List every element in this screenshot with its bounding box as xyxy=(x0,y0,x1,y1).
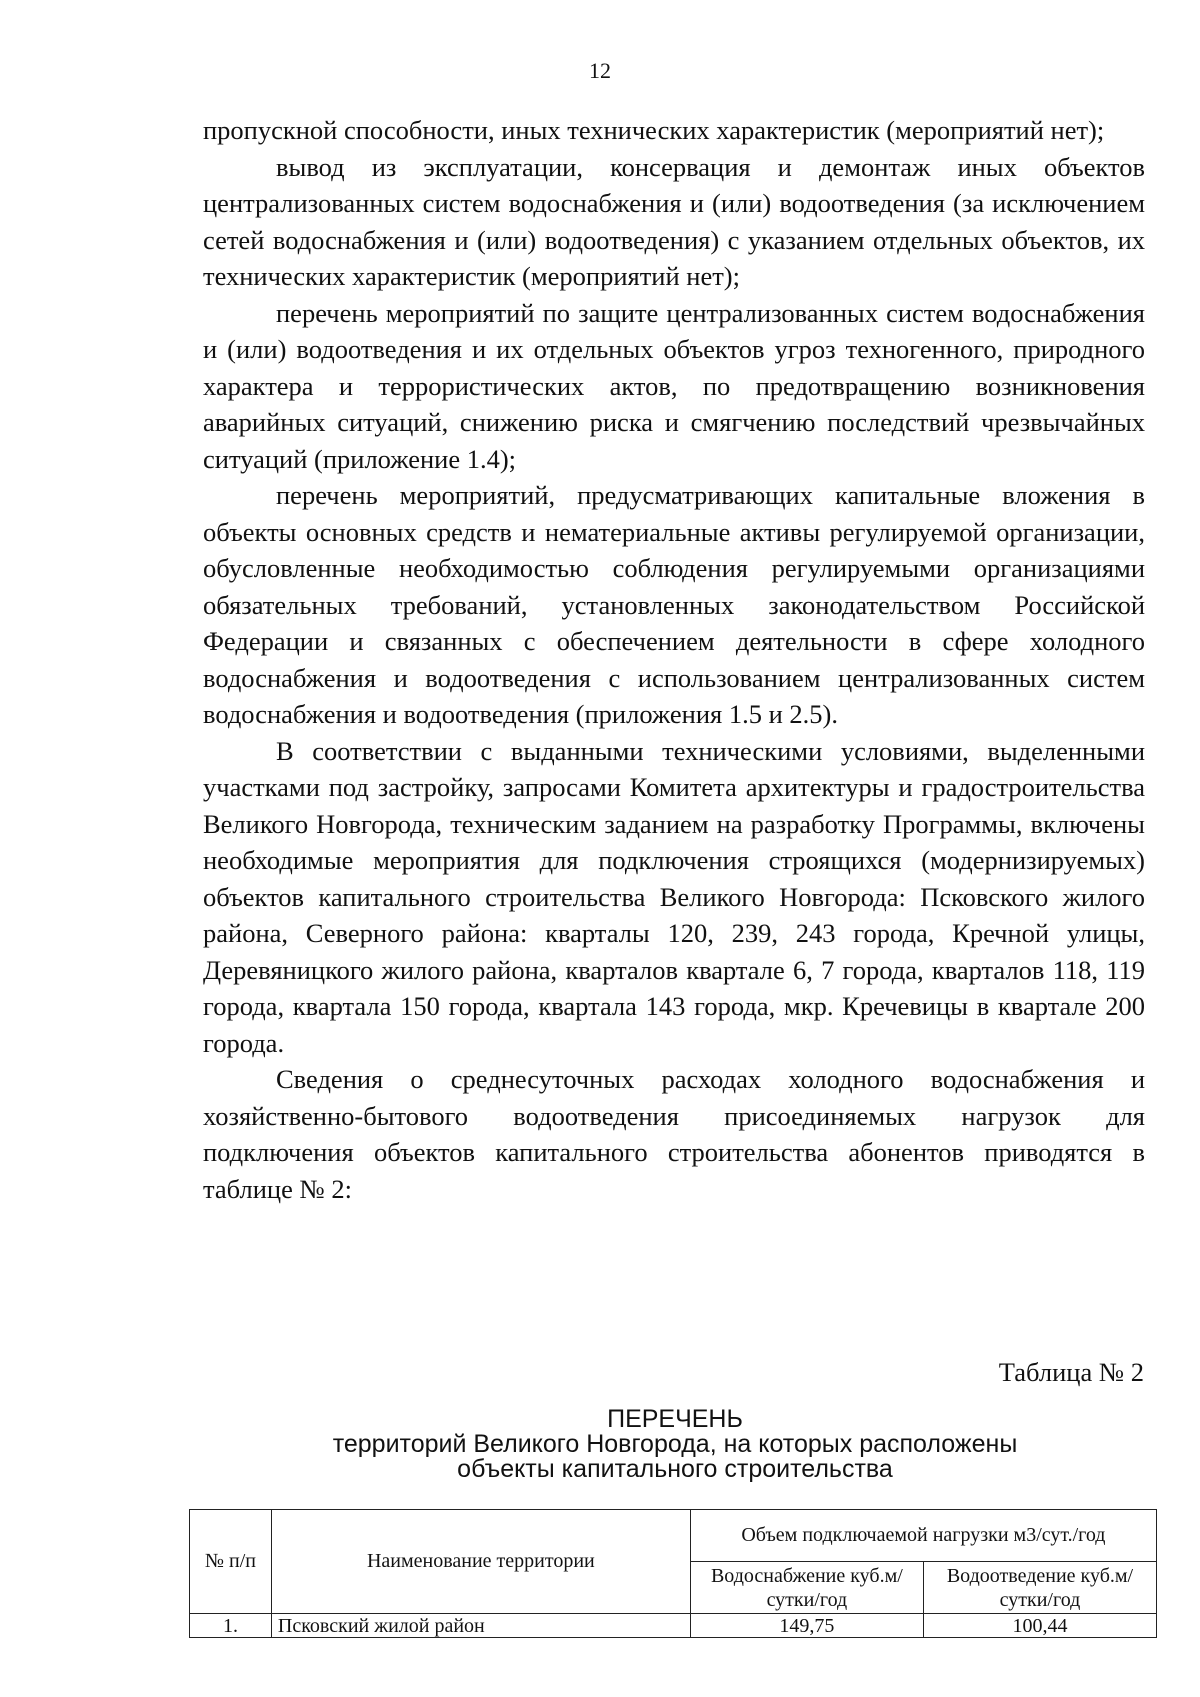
header-number: № п/п xyxy=(190,1510,272,1614)
cell-water-supply: 149,75 xyxy=(690,1614,923,1638)
header-water-supply: Водоснабжение куб.м/сутки/год xyxy=(690,1562,923,1614)
territories-table xyxy=(189,1509,1157,1638)
header-load: Объем подключаемой нагрузки м3/сут./год xyxy=(690,1510,1156,1562)
table-heading xyxy=(0,1407,1200,1482)
table-row xyxy=(190,1614,1157,1638)
heading-subtitle-line2: объекты капитального строительства xyxy=(457,1455,893,1483)
paragraph: пропускной способности, иных технических характеристик (мероприятий нет); xyxy=(203,115,1105,145)
cell-number: 1. xyxy=(190,1614,272,1638)
cell-water-disposal: 100,44 xyxy=(923,1614,1156,1638)
paragraph: вывод из эксплуатации, консервация и демонтаж иных объектов централизованных систем водоснабжения и (или) водоотведения (за исключением сетей водоснабжения и (или) водоотведения) с указанием отдельных объектов, их технических характеристик (мероприятий нет); xyxy=(203,151,1145,291)
paragraph: Сведения о среднесуточных расходах холодного водоснабжения и хозяйственно-бытового водоотведения присоединяемых нагрузок для подключения объектов капитального строительства абонентов приводятся в таблице № 2: xyxy=(203,1064,1145,1204)
heading-title: ПЕРЕЧЕНЬ xyxy=(607,1405,743,1433)
cell-territory: Псковский жилой район xyxy=(271,1614,690,1638)
table-header-row xyxy=(190,1510,1157,1562)
paragraph: В соответствии с выданными техническими условиями, выделенными участками под застройку, запросами Комитета архитектуры и градостроительства Великого Новгорода, техническим заданием на разработку Программы, включены необходимые мероприятия для подключения строящихся (модернизируемых) объектов капитального строительства Великого Новгорода: Псковского жилого района, Северного района: кварталы 120, 239, 243 города, Кречной улицы, Деревяницкого жилого района, кварталов квартале 6, 7 города, кварталов 118, 119 города, квартала 150 города, квартала 143 города, мкр. Кречевицы в квартале 200 города. xyxy=(203,735,1145,1058)
header-territory: Наименование территории xyxy=(271,1510,690,1614)
heading-subtitle-line1: территорий Великого Новгорода, на которых расположены xyxy=(332,1430,1018,1458)
page-number: 12 xyxy=(589,58,611,83)
table-caption: Таблица № 2 xyxy=(998,1357,1144,1387)
header-water-disposal: Водоотведение куб.м/сутки/год xyxy=(923,1562,1156,1614)
paragraph: перечень мероприятий по защите централизованных систем водоснабжения и (или) водоотведения и их отдельных объектов угроз техногенного, природного характера и террористических актов, по предотвращению возникновения аварийных ситуаций, снижению риска и смягчению последствий чрезвычайных ситуаций (приложение 1.4); xyxy=(203,297,1145,474)
paragraph: перечень мероприятий, предусматривающих капитальные вложения в объекты основных средств и нематериальные активы регулируемой организации, обусловленные необходимостью соблюдения регулируемыми организациями обязательных требований, установленных законодательством Российской Федерации и связанных с обеспечением деятельности в сфере холодного водоснабжения и водоотведения с использованием централизованных систем водоснабжения и водоотведения (приложения 1.5 и 2.5). xyxy=(203,480,1145,729)
body-text xyxy=(203,112,1145,1207)
